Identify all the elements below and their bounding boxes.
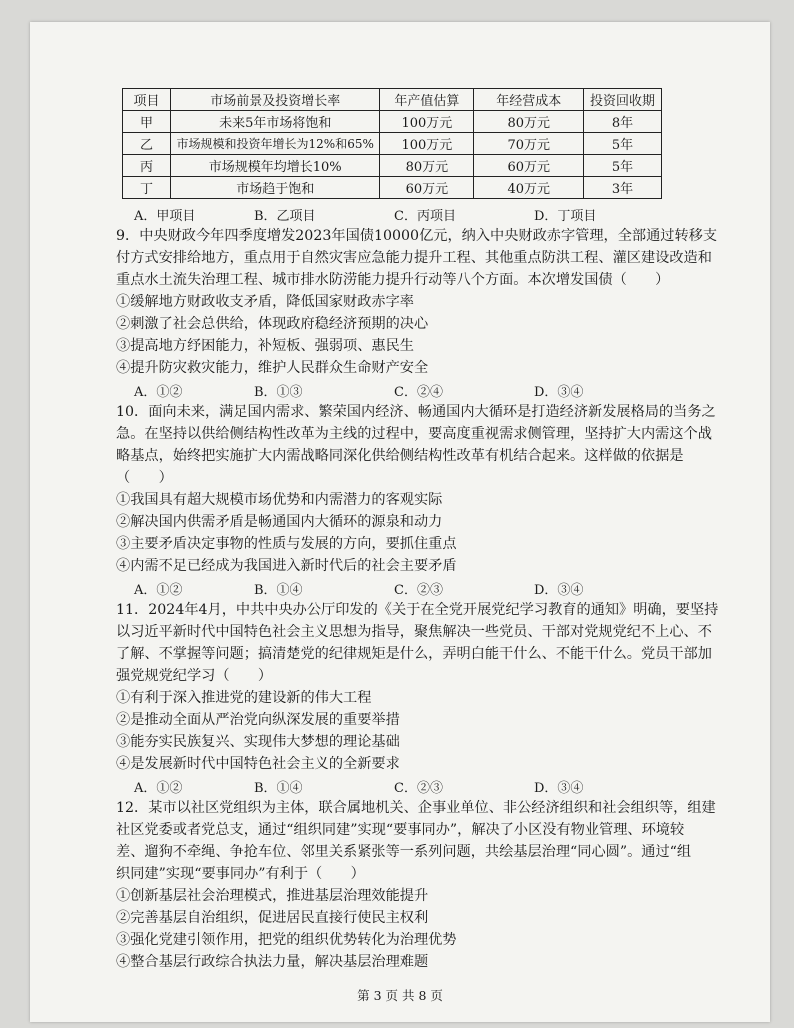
q10-option-b[interactable]: B．①④	[254, 582, 303, 598]
question-stem-line: 9．中央财政今年四季度增发2023年国债10000亿元，纳入中央财政赤字管理，全部通过转移支	[116, 228, 718, 244]
statement: ②解决国内供需矛盾是畅通国内大循环的源泉和动力	[116, 514, 443, 530]
table-header-row	[123, 89, 662, 111]
table-cell: 60万元	[380, 177, 474, 199]
question-stem-line: 付方式安排给地方，重点用于自然灾害应急能力提升工程、其他重点防洪工程、灌区建设改造和	[116, 250, 712, 266]
table-cell: 60万元	[474, 155, 584, 177]
table-cell: 市场规模年均增长10%	[170, 155, 380, 177]
exam-page	[30, 22, 770, 1022]
statement: ①有利于深入推进党的建设新的伟大工程	[116, 690, 372, 706]
question-stem-line: 11．2024年4月，中共中央办公厅印发的《关于在全党开展党纪学习教育的通知》明确，要坚持	[116, 602, 719, 618]
table-cell: 甲	[123, 111, 171, 133]
table-row	[123, 133, 662, 155]
table-cell: 市场规模和投资年增长为12%和65%	[170, 133, 380, 155]
question-stem-line: 强党规党纪学习（ ）	[116, 668, 273, 684]
question-stem-line: 了解、不掌握等问题；搞清楚党的纪律规矩是什么，弄明白能干什么、不能干什么。党员干部加	[116, 646, 712, 662]
page-content	[116, 88, 732, 973]
question-11	[116, 599, 732, 797]
statement: ④整合基层行政综合执法力量，解决基层治理难题	[116, 954, 429, 970]
q11-option-d[interactable]: D．③④	[534, 780, 584, 796]
q10-option-d[interactable]: D．③④	[534, 582, 584, 598]
q8-option-d[interactable]: D．丁项目	[534, 208, 597, 224]
question-stem-line: 以习近平新时代中国特色社会主义思想为指导，聚焦解决一些党员、干部对党规党纪不上心、不	[116, 624, 712, 640]
table-cell: 丙	[123, 155, 171, 177]
question-10	[116, 401, 732, 599]
question-stem-line: 10．面向未来，满足国内需求、繁荣国内经济、畅通国内大循环是打造经济新发展格局的当务之	[116, 404, 716, 420]
statement: ③能夯实民族复兴、实现伟大梦想的理论基础	[116, 734, 400, 750]
header-cell: 市场前景及投资增长率	[170, 89, 380, 111]
table-cell: 80万元	[380, 155, 474, 177]
header-cell: 投资回收期	[584, 89, 662, 111]
q10-options	[116, 577, 732, 599]
q11-option-c[interactable]: C．②③	[394, 780, 443, 796]
question-stem-line: 差、遛狗不牵绳、争抢车位、邻里关系紧张等一系列问题，共绘基层治理“同心圆”。通过“组	[116, 844, 692, 860]
header-cell: 年产值估算	[380, 89, 474, 111]
question-stem-line: 12．某市以社区党组织为主体，联合属地机关、企事业单位、非公经济组织和社会组织等，组建	[116, 800, 716, 816]
table-cell: 70万元	[474, 133, 584, 155]
table-row	[123, 111, 662, 133]
table-cell: 5年	[584, 155, 662, 177]
statement: ①创新基层社会治理模式，推进基层治理效能提升	[116, 888, 429, 904]
statement: ④是发展新时代中国特色社会主义的全新要求	[116, 756, 400, 772]
page-number-footer: 第 3 页 共 8 页	[357, 988, 443, 1003]
table-cell: 5年	[584, 133, 662, 155]
question-stem-line: 社区党委或者党总支，通过“组织同建”实现“要事同办”，解决了小区没有物业管理、环境较	[116, 822, 685, 838]
q9-option-c[interactable]: C．②④	[394, 384, 443, 400]
q11-option-a[interactable]: A．①②	[134, 780, 183, 796]
table-cell: 100万元	[380, 133, 474, 155]
statement: ①缓解地方财政收支矛盾，降低国家财政赤字率	[116, 294, 414, 310]
q11-options	[116, 775, 732, 797]
q9-option-d[interactable]: D．③④	[534, 384, 584, 400]
header-cell: 项目	[123, 89, 171, 111]
statement: ④内需不足已经成为我国进入新时代后的社会主要矛盾	[116, 558, 457, 574]
table-cell: 80万元	[474, 111, 584, 133]
table-row	[123, 155, 662, 177]
question-9	[116, 225, 732, 401]
question-stem-line: 织同建”实现“要事同办”有利于（ ）	[116, 866, 365, 882]
q9-option-b[interactable]: B．①③	[254, 384, 303, 400]
header-cell: 年经营成本	[474, 89, 584, 111]
q8-option-c[interactable]: C．丙项目	[394, 208, 456, 224]
statement: ③提高地方纾困能力，补短板、强弱项、惠民生	[116, 338, 414, 354]
table-row	[123, 177, 662, 199]
statement: ④提升防灾救灾能力，维护人民群众生命财产安全	[116, 360, 429, 376]
q9-option-a[interactable]: A．①②	[134, 384, 183, 400]
table-cell: 8年	[584, 111, 662, 133]
q10-option-c[interactable]: C．②③	[394, 582, 443, 598]
statement: ③主要矛盾决定事物的性质与发展的方向，要抓住重点	[116, 536, 457, 552]
question-12	[116, 797, 732, 973]
answer-blank: （ ）	[116, 470, 173, 486]
question-stem-line: 略基点，始终把实施扩大内需战略同深化供给侧结构性改革有机结合起来。这样做的依据是	[116, 448, 684, 464]
statement: ②刺激了社会总供给，体现政府稳经济预期的决心	[116, 316, 429, 332]
q8-option-a[interactable]: A．甲项目	[134, 208, 196, 224]
table-cell: 3年	[584, 177, 662, 199]
table-cell: 100万元	[380, 111, 474, 133]
table-cell: 市场趋于饱和	[170, 177, 380, 199]
statement: ③强化党建引领作用，把党的组织优势转化为治理优势	[116, 932, 457, 948]
statement: ②是推动全面从严治党向纵深发展的重要举措	[116, 712, 400, 728]
q8-options	[116, 203, 732, 225]
table-cell: 40万元	[474, 177, 584, 199]
statement: ②完善基层自治组织，促进居民直接行使民主权利	[116, 910, 429, 926]
table-cell: 丁	[123, 177, 171, 199]
statement: ①我国具有超大规模市场优势和内需潜力的客观实际	[116, 492, 443, 508]
question-stem-line: 急。在坚持以供给侧结构性改革为主线的过程中，要高度重视需求侧管理，坚持扩大内需这个战	[116, 426, 712, 442]
q9-options	[116, 379, 732, 401]
q11-option-b[interactable]: B．①④	[254, 780, 303, 796]
q8-option-b[interactable]: B．乙项目	[254, 208, 316, 224]
q10-option-a[interactable]: A．①②	[134, 582, 183, 598]
table-cell: 未来5年市场将饱和	[170, 111, 380, 133]
investment-table	[122, 88, 662, 199]
table-cell: 乙	[123, 133, 171, 155]
question-stem-line: 重点水土流失治理工程、城市排水防涝能力提升行动等八个方面。本次增发国债（ ）	[116, 272, 670, 288]
